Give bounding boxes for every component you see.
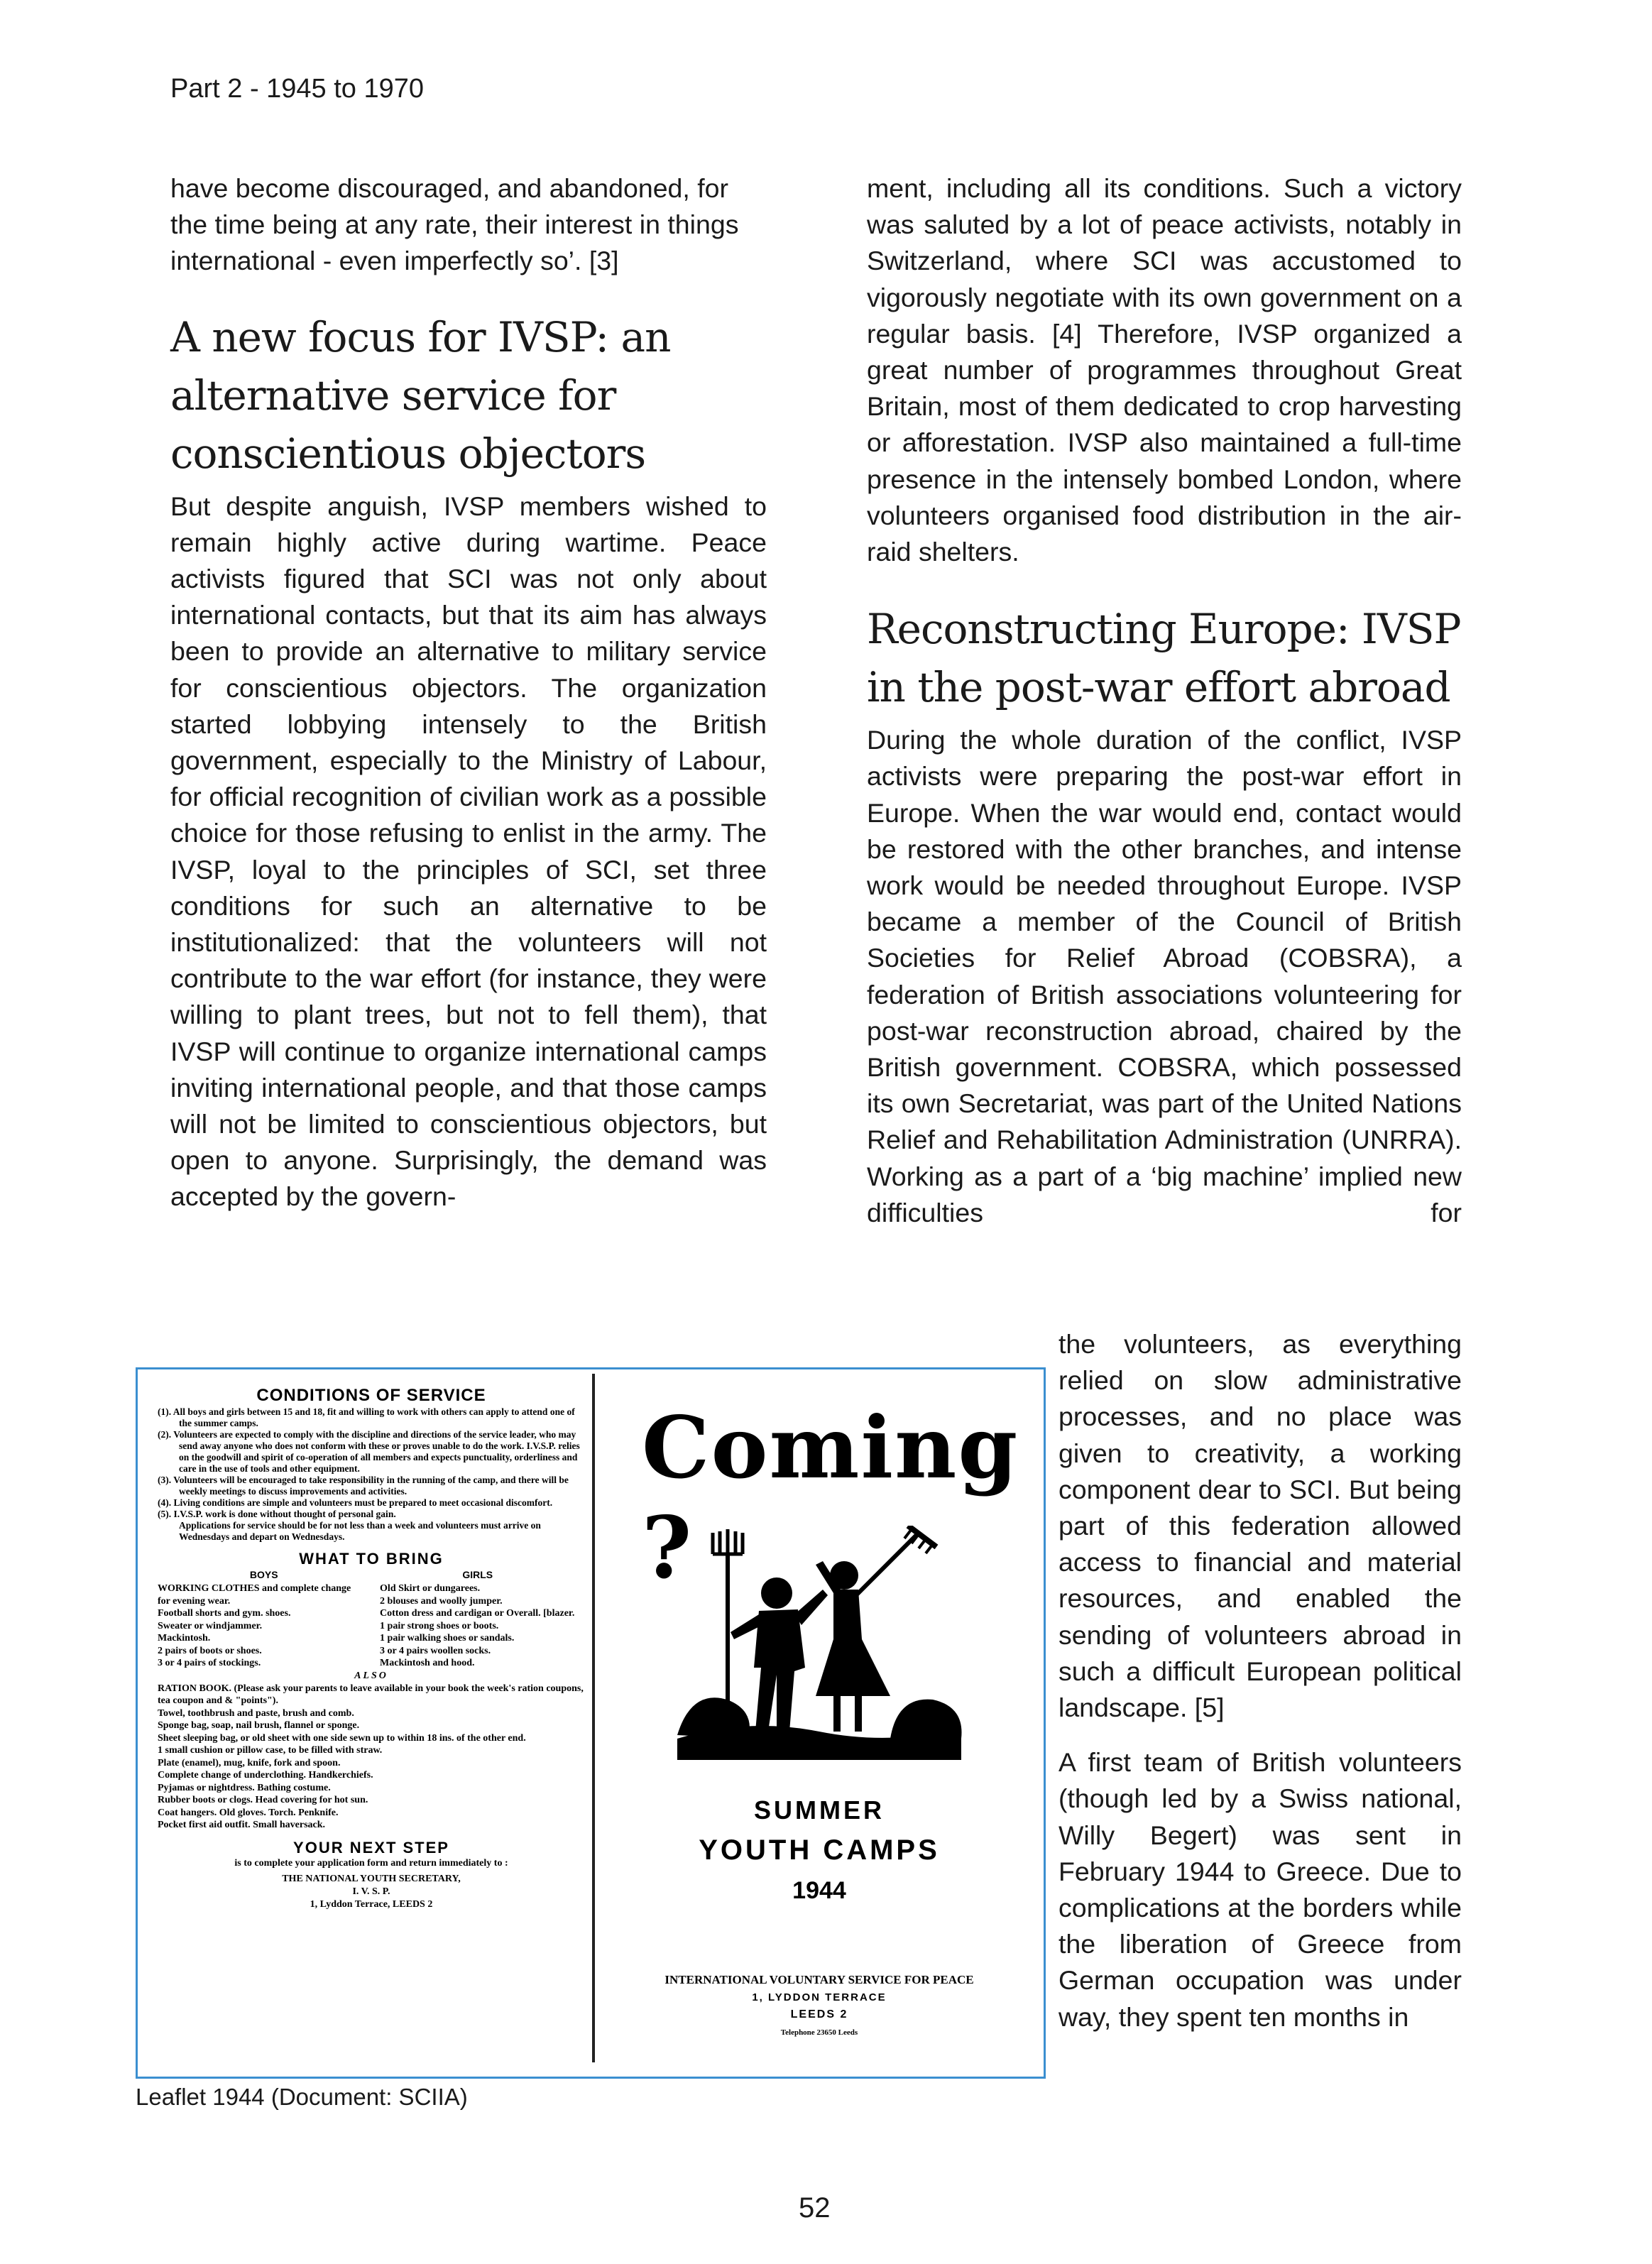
also-item: Plate (enamel), mug, knife, fork and spoon. [158,1757,341,1768]
farmworkers-illustration [663,1526,975,1760]
list-item: 2 blouses and woolly jumper. [380,1595,503,1607]
wrap-paragraph-2: A first team of British volunteers (though led by a Swiss national, Willy Begert) was sent in February 1944 to Greece. Due to complications at the borders while the liberation of Greece from German occupation was under way, they spent ten months in [1059,1747,1462,2032]
also-item: RATION BOOK. (Please ask your parents to leave available in your book the week's ration coupons, tea coupon and & "points"). [158,1683,584,1706]
bring-lists [158,1582,585,1670]
secretary-line: THE NATIONAL YOUTH SECRETARY, [282,1873,461,1884]
coming-title: Coming ? [642,1398,1019,1598]
list-item: Sweater or windjammer. [158,1620,263,1631]
wrapped-text [1059,1326,1462,2035]
boys-list [158,1582,363,1670]
section-heading-reconstructing-europe: Reconstructing Europe: IVSP in the post-war effort abroad [867,605,1461,712]
secretary-line: I. V. S. P. [352,1886,390,1897]
list-item: 1 pair strong shoes or boots. [380,1620,499,1631]
bring-title: WHAT TO BRING [299,1550,444,1568]
leaflet-conditions-page [158,1384,585,2065]
next-step-title: YOUR NEXT STEP [293,1838,449,1856]
also-item: Sponge bag, soap, nail brush, flannel or sponge. [158,1720,360,1731]
list-item: 3 or 4 pairs of stockings. [158,1658,261,1668]
page-number: 52 [799,2192,831,2224]
list-item: 3 or 4 pairs woollen socks. [380,1645,491,1656]
body-paragraph: During the whole duration of the conflict, IVSP activists were preparing the post-war effort in Europe. When the war would end, contact would be restored with the other branches, and intense work would be needed throughout Europe. IVSP became a member of the Council of British Societies for Relief Abroad (COBSRA), a federation of British associations volunteering for post-war reconstruction abroad, chaired by the British government. COBSRA, which possessed its own Secretariat, was part of the United Nations Relief and Rehabilitation Administration (UNRRA). Working as a part of a ‘big machine’ implied new difficulties for [867,725,1462,1227]
running-header: Part 2 - 1945 to 1970 [170,74,425,104]
list-item: 2 pairs of boots or shoes. [158,1645,262,1656]
continuation-paragraph: ment, including all its conditions. Such a victory was saluted by a lot of peace activists, notably in Switzerland, where SCI was accustomed to vigorously negotiate with its own government on a regular basis. [4] Therefore, IVSP organized a great number of programmes throughout Great Britain, most of them dedicated to crop harvesting or afforestation. IVSP also maintained a full-time presence in the intensely bombed London, where volunteers organised food distribution in the air-raid shelters. [867,173,1462,567]
list-item: WORKING CLOTHES and complete change for evening wear. [158,1583,351,1607]
secretary-line: 1, Lyddon Terrace, LEEDS 2 [310,1898,433,1910]
org-line: LEEDS 2 [790,2008,848,2020]
list-item: Football shorts and gym. shoes. [158,1608,291,1619]
also-label: ALSO [354,1670,388,1681]
girls-list [380,1582,585,1670]
condition-item: (4). Living conditions are simple and volunteers must be prepared to meet occasional discomfort. [158,1497,553,1508]
list-item: Cotton dress and cardigan or Overall. [blazer. [380,1608,575,1619]
conditions-title: CONDITIONS OF SERVICE [256,1386,486,1405]
boys-label: BOYS [249,1569,278,1580]
org-line: INTERNATIONAL VOLUNTARY SERVICE FOR PEACE [664,1973,974,1986]
leaflet-figure [136,1367,1046,2079]
right-column [867,170,1462,1231]
applications-note: Applications for service should be for not less than a week and volunteers must arrive on Wednesdays and depart on Wednesdays. [179,1520,541,1542]
section-heading-alternative-service: A new focus for IVSP: an alternative service for conscientious objectors [170,312,671,478]
leaflet-fold-line [592,1374,595,2062]
also-item: Pyjamas or nightdress. Bathing costume. [158,1782,331,1793]
girls-label: GIRLS [462,1569,493,1580]
also-item: Complete change of underclothing. Handkerchiefs. [158,1770,373,1781]
condition-item: (1). All boys and girls between 15 and 18, fit and willing to work with others can apply to attend one of the summer camps. [158,1406,575,1428]
also-item: 1 small cushion or pillow case, to be filled with straw. [158,1745,383,1756]
summer-year: 1944 [792,1877,846,1904]
intro-paragraph: have become discouraged, and abandoned, for the time being at any rate, their interest in things international - even imperfectly so’. [3] [170,173,739,276]
org-line: 1, LYDDON TERRACE [752,1991,887,2003]
condition-item: (2). Volunteers are expected to comply with the discipline and directions of the service leader, who may send away anyone who does not conform with these or proves unable to do the work. I.V.S.P. relies on the goodwill and spirit of co-operation of all members and expects punctuality, orderliness and care in the use of tools and other equipment. [158,1429,580,1474]
list-item: Mackintosh. [158,1633,211,1644]
wrap-paragraph: the volunteers, as everything relied on slow administrative processes, and no place was given to creativity, a working component dear to SCI. But being part of this federation allowed access to financial and material resources, and enabled the sending of volunteers abroad in such a difficult European political landscape. [5] [1059,1329,1462,1723]
bring-column-headers [158,1568,585,1581]
condition-item: (3). Volunteers will be encouraged to take responsibility in the running of the camp, and there will be weekly meetings to discuss improvements and activities. [158,1475,569,1497]
body-paragraph: But despite anguish, IVSP members wished to remain highly active during wartime. Peace activists figured that SCI was not only about international contacts, but that its aim has always been to provide an alternative to military service for conscientious objectors. The organization started lobbying intensely to the British government, especially to the Ministry of Labour, for official recognition of civilian work as a possible choice for those refusing to enlist in the army. The IVSP, loyal to the principles of SCI, set three conditions for such an alternative to be institutionalized: that the volunteers will not contribute to the war effort (for instance, they were willing to plant trees, but not to fell them), that IVSP will continue to organize international camps inviting international people, and that those camps will not be limited to conscientious objectors, but open to anyone. Surprisingly, the demand was accepted by the govern- [170,491,767,1212]
list-item: Old Skirt or dungarees. [380,1583,481,1594]
next-step-text: is to complete your application form and return immediately to : [234,1857,508,1869]
list-item: 1 pair walking shoes or sandals. [380,1633,515,1644]
also-item: Sheet sleeping bag, or old sheet with one side sewn up to within 18 ins. of the other end. [158,1732,526,1744]
also-item: Towel, toothbrush and paste, brush and comb. [158,1707,354,1719]
also-item: Coat hangers. Old gloves. Torch. Penknife. [158,1807,339,1818]
summer-line: SUMMER [754,1795,885,1825]
also-item: Rubber boots or clogs. Head covering for hot sun. [158,1795,368,1805]
summer-line: YOUTH CAMPS [699,1834,940,1866]
telephone-line: Telephone 23650 Leeds [780,2028,858,2037]
figure-caption: Leaflet 1944 (Document: SCIIA) [136,2084,468,2110]
condition-item: (5). I.V.S.P. work is done without thought of personal gain. [158,1509,396,1519]
also-item: Pocket first aid outfit. Small haversack. [158,1820,326,1830]
list-item: Mackintosh and hood. [380,1658,475,1668]
leaflet-cover-page [606,1377,1032,2065]
left-column [170,170,767,1215]
